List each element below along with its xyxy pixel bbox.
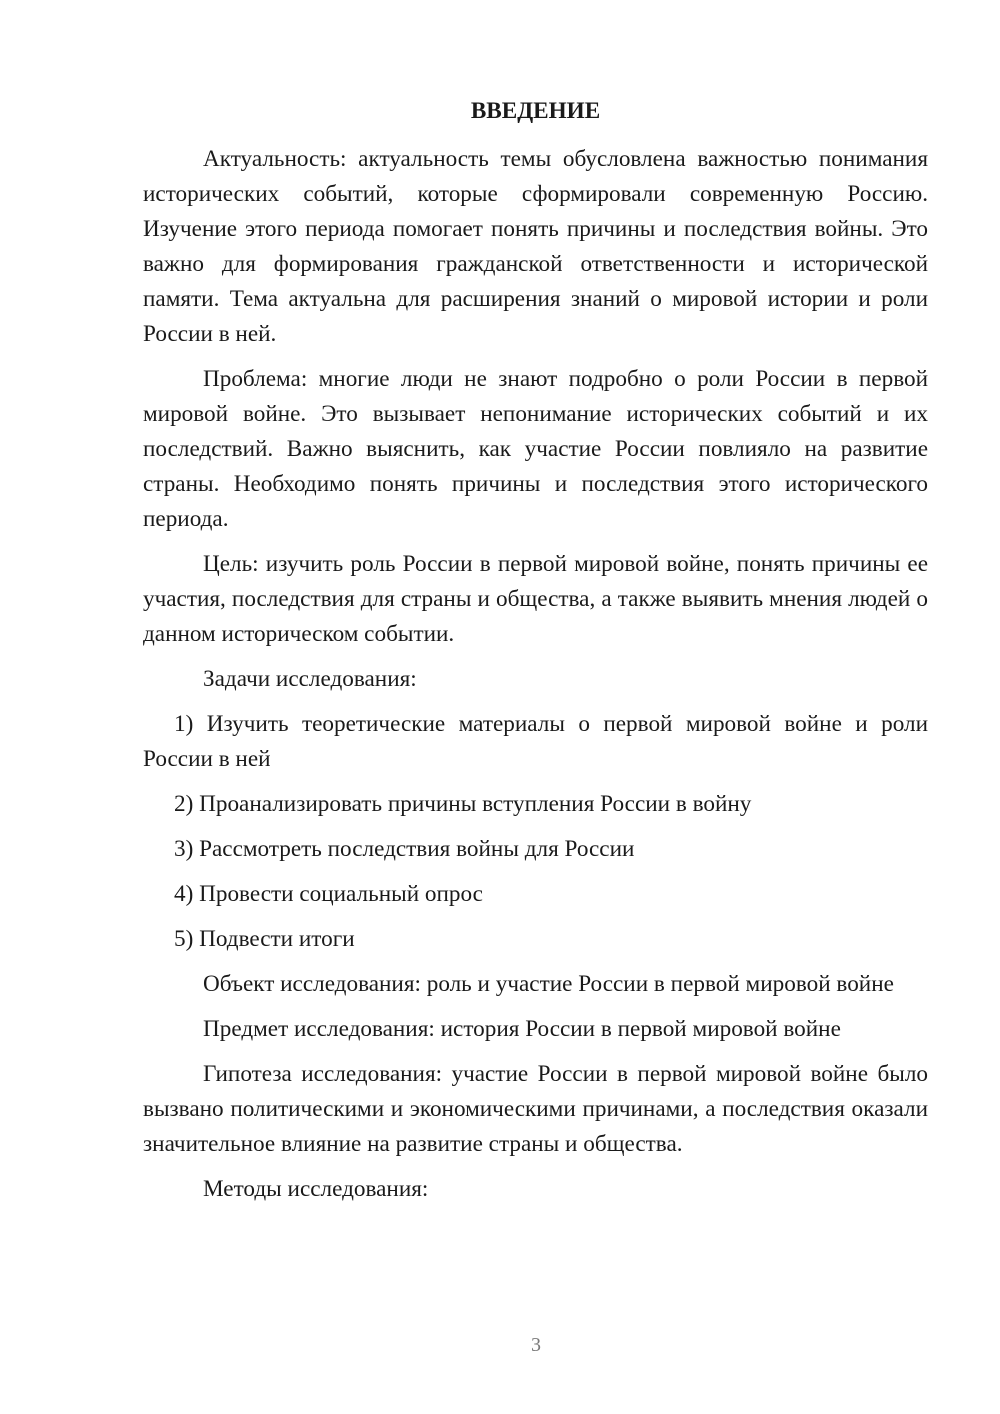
list-item: 1) Изучить теоретические материалы о первой мировой войне и роли России в ней [143, 711, 928, 772]
tasks-list [143, 707, 928, 957]
document-page [143, 96, 928, 1217]
list-item: 4) Провести социальный опрос [174, 881, 483, 907]
goal-paragraph: Цель: изучить роль России в первой мировой войне, понять причины ее участия, последствия для страны и общества, а также выявить мнения людей о данном историческом событии. [143, 551, 928, 647]
tasks-heading: Задачи исследования: [203, 666, 417, 692]
list-item: 2) Проанализировать причины вступления России в войну [174, 791, 752, 817]
relevance-paragraph: Актуальность: актуальность темы обусловлена важностью понимания исторических событий, которые сформировали современную Россию. Изучение этого периода помогает понять причины и последствия войны. Это важно для формирования гражданской ответственности и исторической памяти. Тема актуальна для расширения знаний о мировой истории и роли России в ней. [143, 146, 928, 347]
object-paragraph: Объект исследования: роль и участие России в первой мировой войне [203, 971, 894, 997]
list-item: 3) Рассмотреть последствия войны для России [174, 836, 635, 862]
subject-paragraph: Предмет исследования: история России в первой мировой войне [203, 1016, 841, 1042]
methods-heading: Методы исследования: [203, 1176, 429, 1202]
hypothesis-paragraph: Гипотеза исследования: участие России в первой мировой войне было вызвано политическими и экономическими причинами, а последствия оказали значительное влияние на развитие страны и общества. [143, 1061, 928, 1157]
problem-paragraph: Проблема: многие люди не знают подробно о роли России в первой мировой войне. Это вызывает непонимание исторических событий и их последствий. Важно выяснить, как участие России повлияло на развитие страны. Необходимо понять причины и последствия этого исторического периода. [143, 366, 928, 532]
list-item: 5) Подвести итоги [174, 926, 355, 952]
page-number: 3 [531, 1334, 541, 1356]
section-heading: ВВЕДЕНИЕ [470, 98, 601, 124]
